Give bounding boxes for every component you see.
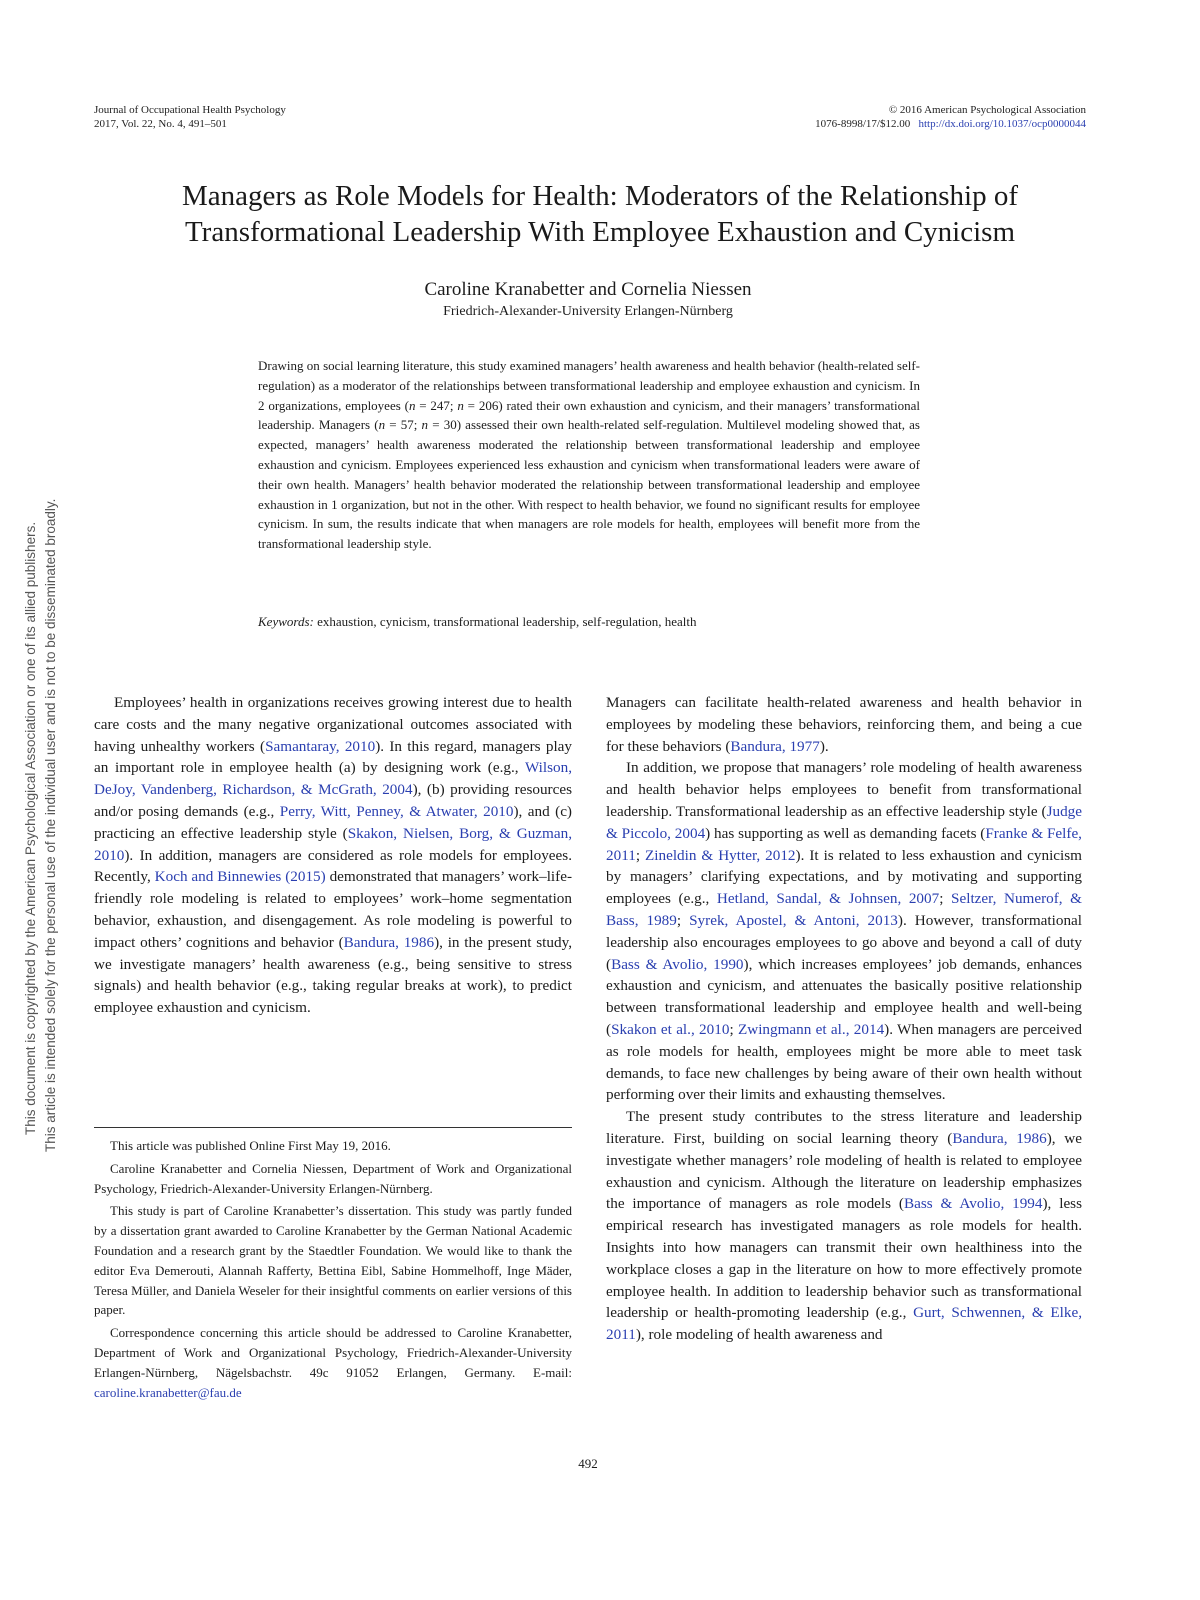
citation-link[interactable]: Koch and Binnewies (2015) — [154, 868, 326, 886]
body-text: ; — [676, 911, 690, 929]
keywords — [258, 614, 920, 630]
body-text: Managers can facilitate health-related awareness and health behavior in employees by modeling these behaviors, reinforcing them, and being a cue for these behaviors ( — [606, 694, 1082, 755]
copyright-header — [815, 103, 1086, 131]
article-title — [80, 178, 1120, 250]
journal-name: Journal of Occupational Health Psychology — [94, 104, 286, 116]
body-text: ). However, transformational leadership also encourages employees to go above and beyond a call of duty ( — [606, 911, 1082, 973]
abstract-n: n — [457, 397, 464, 413]
citation-link[interactable]: Bandura, 1986 — [952, 1129, 1047, 1147]
citation-link[interactable]: Zineldin & Hytter, 2012 — [645, 846, 796, 864]
body-text: Employees’ health in organizations receives growing interest due to health care costs and the many negative organizational outcomes associated with having unhealthy workers ( — [94, 694, 572, 755]
side-usage-notice: This article is intended solely for the personal use of the individual user and is not to be disseminated broadly. — [43, 498, 58, 1152]
footnote-published: This article was published Online First May 19, 2016. — [110, 1138, 391, 1153]
footnote-affiliation: Caroline Kranabetter and Cornelia Niessen, Department of Work and Organizational Psychology, Friedrich-Alexander-University Erlangen-Nürnberg. — [94, 1160, 572, 1196]
body-text: ; — [729, 1020, 738, 1038]
citation-link[interactable]: Seltzer, Numerof, & Bass, 1989 — [606, 890, 1082, 929]
abstract-n: n — [378, 417, 386, 433]
footnotes — [94, 1136, 572, 1405]
abstract-n: n — [408, 397, 416, 413]
issn-doi-line — [815, 117, 1086, 131]
doi-link[interactable]: http://dx.doi.org/10.1037/ocp0000044 — [918, 118, 1086, 130]
body-text: ). In this regard, managers play an important role in employee health (a) by designing work (e.g., — [94, 737, 572, 777]
authors: Caroline Kranabetter and Cornelia Niessen — [424, 279, 752, 300]
side-copyright-notice: This document is copyrighted by the American Psychological Association or one of its allied publishers. — [23, 521, 38, 1135]
body-text: ; — [939, 890, 952, 908]
right-column — [606, 692, 1082, 1346]
body-text: ). — [819, 737, 829, 755]
citation-link[interactable]: Franke & Felfe, 2011 — [606, 824, 1082, 864]
footnote-correspondence — [94, 1323, 572, 1402]
title-line-1: Managers as Role Models for Health: Moderators of the Relationship of — [182, 180, 1018, 212]
citation-link[interactable]: Judge & Piccolo, 2004 — [606, 802, 1082, 842]
issn: 1076-8998/17/$12.00 — [815, 118, 911, 130]
footnote-divider — [94, 1127, 572, 1128]
body-text: ), and (c) practicing an effective leadership style ( — [94, 802, 572, 842]
body-text: ), which increases employees’ job demands, enhances exhaustion and cynicism, and attenuates the basically positive relationship between transformational leadership and employee health and well-being ( — [606, 955, 1082, 1038]
affiliation: Friedrich-Alexander-University Erlangen-Nürnberg — [443, 304, 733, 319]
body-text: In addition, we propose that managers’ role modeling of health awareness and health behavior helps employees to benefit from transformational leadership. Transformational leadership as an effective leadership style ( — [606, 759, 1082, 820]
citation-link[interactable]: Bass & Avolio, 1990 — [611, 955, 744, 973]
body-paragraph — [606, 692, 1082, 757]
citation-link[interactable]: Zwingmann et al., 2014 — [737, 1020, 885, 1038]
page-number: 492 — [578, 1456, 598, 1471]
body-paragraph — [606, 1106, 1082, 1346]
keywords-label: Keywords: — [258, 614, 314, 629]
citation-link[interactable]: Wilson, DeJoy, Vandenberg, Richardson, & McGrath, 2004 — [94, 759, 572, 799]
abstract — [258, 356, 920, 554]
citation-link[interactable]: Bandura, 1986 — [343, 933, 435, 951]
citation-link[interactable]: Perry, Witt, Penney, & Atwater, 2010 — [279, 802, 514, 820]
body-text: ), less empirical research has investigated managers as role models for health. Insights into how managers can transmit their own healthiness into the workplace closes a gap in the literature on how to more effectively promote employee health. In addition to leadership behavior such as transformational leadership or health-promoting leadership (e.g., — [606, 1195, 1083, 1322]
body-text: ). When managers are perceived as role models for health, employees might be more able to meet task demands, to face new challenges by being aware of their own health without performing over their limits and exhausting themselves. — [606, 1020, 1082, 1104]
citation-link[interactable]: Samantaray, 2010 — [265, 737, 376, 755]
body-text: ). In addition, managers are considered as role models for employees. Recently, — [94, 846, 572, 886]
body-paragraph — [606, 757, 1082, 1106]
abstract-paragraph — [258, 356, 920, 554]
title-line-2: Transformational Leadership With Employee Exhaustion and Cynicism — [184, 216, 1016, 248]
journal-volume: 2017, Vol. 22, No. 4, 491–501 — [94, 118, 227, 130]
body-paragraph — [94, 692, 572, 1019]
citation-link[interactable]: Bass & Avolio, 1994 — [903, 1195, 1043, 1213]
abstract-text: Drawing on social learning literature, this study examined managers’ health awareness and health behavior (health-related self-regulation) as a moderator of the relationships between transformational leadership and employee exhaustion and cynicism. In 2 organizations, employees ( — [258, 358, 920, 413]
body-text: ), role modeling of health awareness and — [635, 1326, 883, 1344]
body-text: ). It is related to less exhaustion and cynicism by managers’ clarifying expectations, and by motivating and supporting employees (e.g., — [606, 846, 1082, 908]
email-link[interactable]: caroline.kranabetter@fau.de — [94, 1384, 242, 1400]
citation-link[interactable]: Bandura, 1977 — [730, 737, 820, 755]
citation-link[interactable]: Hetland, Sandal, & Johnsen, 2007 — [716, 890, 940, 908]
keywords-list: exhaustion, cynicism, transformational leadership, self-regulation, health — [313, 614, 697, 629]
body-text: ; — [635, 846, 645, 864]
abstract-text: = 206) rated their own exhaustion and cynicism, and their managers’ transformational leadership. Managers ( — [258, 397, 920, 433]
correspondence-text: Correspondence concerning this article should be addressed to Caroline Kranabetter, Department of Work and Organizational Psychology, Friedrich-Alexander-University Erlangen-Nürnberg, Nägelsbachstr. 49c 91052 Erlangen, Germany. E-mail: — [94, 1325, 572, 1380]
journal-header — [94, 103, 286, 131]
body-text: demonstrated that managers’ work–life-friendly role modeling is related to employees’ work–home segmentation behavior, exhaustion, and disengagement. As role modeling is powerful to impact others’ cognitions and behavior ( — [94, 868, 573, 951]
copyright-line: © 2016 American Psychological Association — [888, 104, 1086, 116]
abstract-n: n — [421, 417, 429, 433]
abstract-text: = 57; — [385, 417, 422, 433]
body-text: ) has supporting as well as demanding facets ( — [705, 824, 986, 842]
footnote-acknowledgment: This study is part of Caroline Kranabetter’s dissertation. This study was partly funded by a dissertation grant awarded to Caroline Kranabetter by the German National Academic Foundation and a research grant by the Staedtler Foundation. We would like to thank the editor Eva Demerouti, Alannah Rafferty, Bettina Eibl, Sabine Hommelhoff, Inge Mäder, Teresa Müller, and Daniela Weseler for their insightful comments on earlier versions of this paper. — [94, 1203, 572, 1318]
body-text: The present study contributes to the stress literature and leadership literature. First, building on social learning theory ( — [606, 1108, 1082, 1147]
abstract-text: = 247; — [415, 397, 458, 413]
citation-link[interactable]: Skakon, Nielsen, Borg, & Guzman, 2010 — [94, 824, 572, 864]
body-text: ), we investigate whether managers’ role modeling of health is related to employee exhaustion and cynicism. Although the literature on leadership emphasizes the importance of managers as role models ( — [606, 1129, 1082, 1213]
body-text: ), (b) providing resources and/or posing demands (e.g., — [94, 781, 573, 820]
citation-link[interactable]: Gurt, Schwennen, & Elke, 2011 — [606, 1304, 1083, 1344]
citation-link[interactable]: Skakon et al., 2010 — [611, 1020, 730, 1038]
body-text: ), in the present study, we investigate managers’ health awareness (e.g., being sensitive to stress signals) and health behavior (e.g., taking regular breaks at work), to predict employee exhaustion and cynicism. — [94, 933, 572, 1017]
left-column — [94, 692, 572, 1019]
citation-link[interactable]: Syrek, Apostel, & Antoni, 2013 — [689, 911, 898, 929]
abstract-text: = 30) assessed their own health-related self-regulation. Multilevel modeling showed that, as expected, managers’ health awareness moderated the relationship between transformational leadership and employee exhaustion and cynicism. Employees experienced less exhaustion and cynicism when transformational leaders were aware of their own health. Managers’ health behavior moderated the relationship between transformational leadership and employee exhaustion in 1 organization, but not in the other. With respect to health behavior, we found no significant results for employee cynicism. In sum, the results indicate that when managers are role models for health, employees will benefit more from the transformational leadership style. — [258, 417, 920, 552]
